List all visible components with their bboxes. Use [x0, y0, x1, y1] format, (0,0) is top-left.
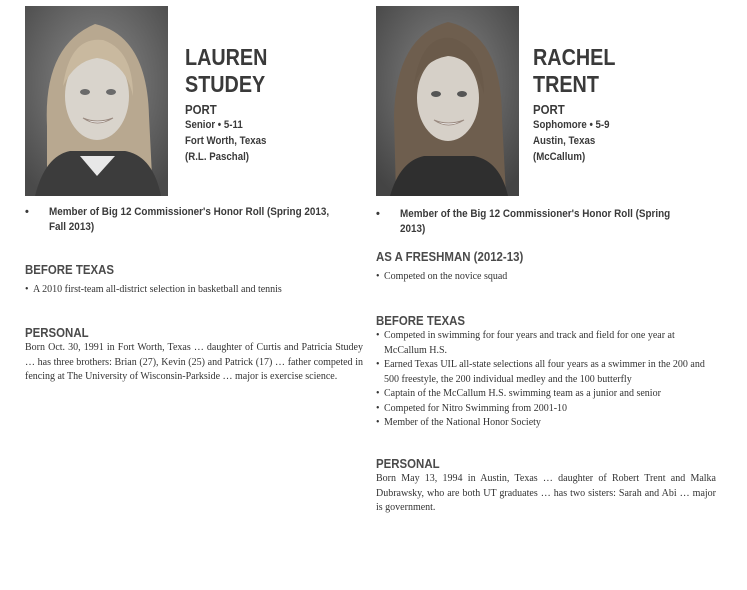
section-heading: BEFORE TEXAS [25, 262, 114, 277]
section-heading: BEFORE TEXAS [376, 313, 465, 328]
list-item: • Competed for Nitro Swimming from 2001-10 [376, 402, 568, 414]
freshman-section [376, 249, 716, 285]
before-texas-section [376, 313, 716, 431]
athlete-identity [533, 44, 713, 165]
bullet-icon: • [376, 208, 380, 220]
athlete-high-school: (R.L. Paschal) [185, 151, 250, 163]
list-item: • Earned Texas UIL all-state selections all four years as a swimmer in the 200 and 500 freestyle, the 200 individual medley and the 100 butterfly [376, 359, 705, 385]
athlete-details [533, 117, 691, 165]
athlete-last-name: STUDEY [185, 71, 266, 97]
athlete-position: PORT [533, 102, 565, 117]
personal-text: Born Oct. 30, 1991 in Fort Worth, Texas … daughter of Curtis and Patricia Studey … has three brothers: Brian (27), Kevin (25) and Patrick (17) … father competed in fencing at The University of Wisconsin-Parkside … major is exercise science. [25, 342, 363, 382]
personal-text: Born May 13, 1994 in Austin, Texas … daughter of Robert Trent and Malka Dubrawsky, who are both UT graduates … has two sisters: Sarah and Abi … major is government. [376, 473, 716, 513]
athlete-identity [185, 44, 365, 165]
list-item: • Captain of the McCallum H.S. swimming team as a junior and senior [376, 388, 661, 399]
bullet-icon: • [25, 206, 29, 218]
athlete-details [185, 117, 343, 165]
list-item: • A 2010 first-team all-district selection in basketball and tennis [25, 284, 282, 295]
athlete-position: PORT [185, 102, 217, 117]
before-texas-section [25, 262, 363, 298]
personal-section [376, 456, 716, 516]
athlete-class-height: Sophomore • 5-9 [533, 119, 610, 131]
athlete-hometown: Fort Worth, Texas [185, 135, 267, 147]
section-heading: PERSONAL [376, 456, 440, 471]
headshot-photo [376, 6, 519, 196]
section-heading: AS A FRESHMAN (2012-13) [376, 249, 524, 264]
athlete-hometown: Austin, Texas [533, 135, 596, 147]
list-item: • Competed in swimming for four years and track and field for one year at McCallum H.S. [376, 330, 675, 356]
list-item: • Competed on the novice squad [376, 271, 508, 282]
section-heading: PERSONAL [25, 325, 89, 340]
athlete-class-height: Senior • 5-11 [185, 119, 243, 131]
athlete-high-school: (McCallum) [533, 151, 586, 163]
athlete-first-name: RACHEL [533, 44, 616, 70]
athlete-first-name: LAUREN [185, 44, 268, 70]
headshot-photo [25, 6, 168, 196]
personal-section [25, 325, 363, 385]
athlete-last-name: TRENT [533, 71, 599, 97]
list-item: • Member of the National Honor Society [376, 417, 541, 428]
